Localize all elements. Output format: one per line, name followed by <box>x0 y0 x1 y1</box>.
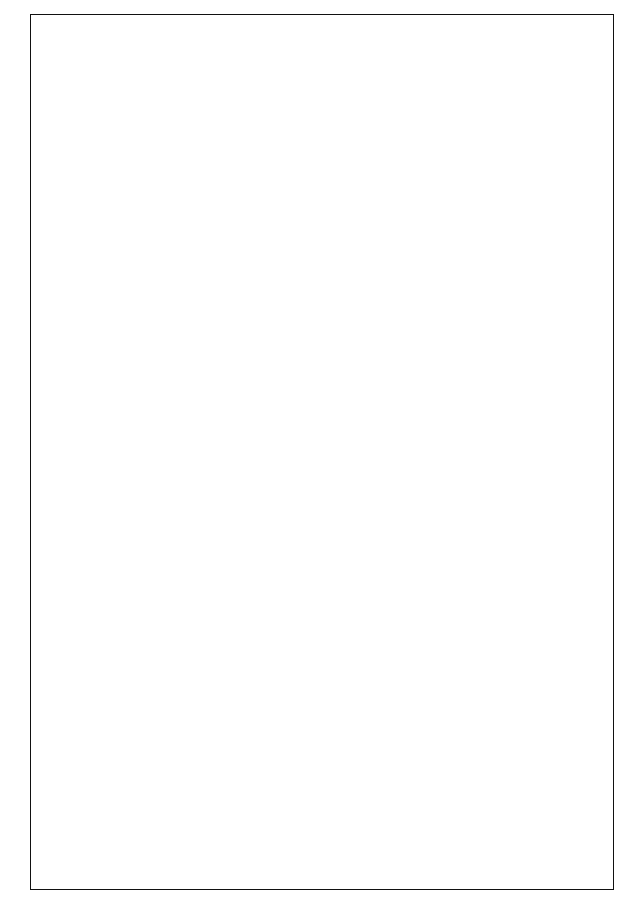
budget-table <box>30 14 614 890</box>
